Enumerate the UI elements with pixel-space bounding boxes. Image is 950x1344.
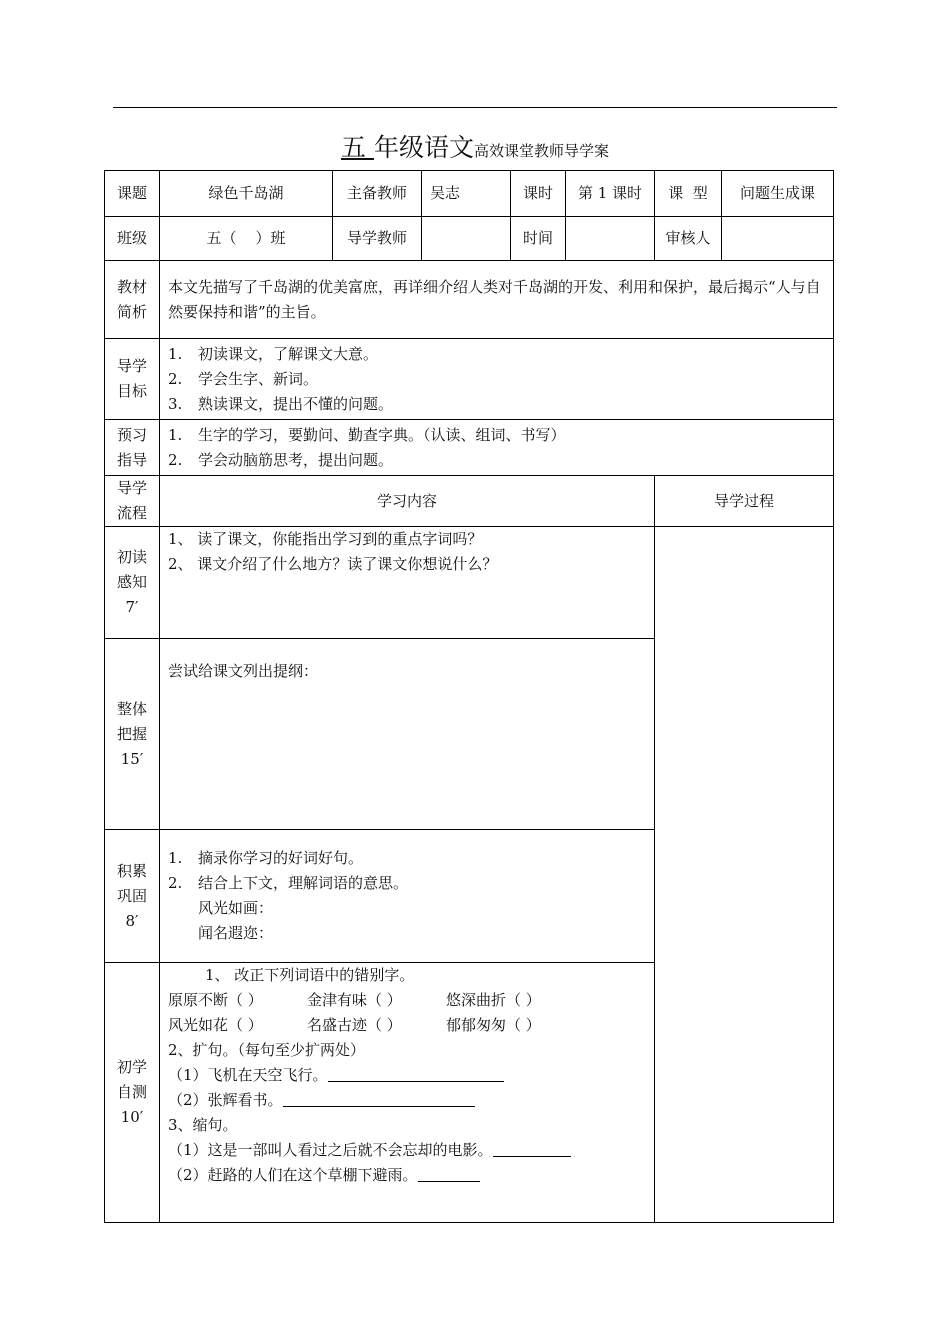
- analysis-label: 教材 简析: [105, 261, 160, 339]
- page-title: [0, 128, 950, 164]
- lead-teacher-value: 吴志: [422, 171, 511, 217]
- lead-teacher-label: 主备教师: [333, 171, 422, 217]
- period-value: 第 1 课时: [566, 171, 655, 217]
- preview-item: 2. 学会动脑筋思考，提出问题。: [168, 450, 394, 469]
- content-header: 学习内容: [160, 476, 655, 527]
- answer-blank[interactable]: [283, 1090, 475, 1107]
- goals-list: [160, 339, 834, 420]
- goals-label: 导学 目标: [105, 339, 160, 420]
- analysis-text: 本文先描写了千岛湖的优美富庶，再详细介绍人类对千岛湖的开发、利用和保护，最后揭示“人与自然要保持和谐”的主旨。: [160, 261, 834, 339]
- class-label: 班级: [105, 217, 160, 261]
- reviewer-label: 审核人: [655, 217, 722, 261]
- title-doc-type: 高效课堂教师导学案: [473, 142, 609, 160]
- shrink-item-2: （2）赶路的人们在这个草棚下避雨。: [168, 1163, 654, 1188]
- stage-1-content: 1、 读了课文，你能指出学习到的重点字词吗？ 2、 课文介绍了什么地方？读了课文你想说什么？: [160, 527, 655, 639]
- expand-item-2: （2）张辉看书。: [168, 1088, 654, 1113]
- preview-label: 预习 指导: [105, 420, 160, 476]
- guide-teacher-label: 导学教师: [333, 217, 422, 261]
- process-header: 导学过程: [655, 476, 834, 527]
- typo-row-2: 风光如花（ ） 名盛古迹（ ） 郁郁匆匆（ ）: [168, 1016, 541, 1034]
- type-label: 课 型: [655, 171, 722, 217]
- goals-row: [105, 339, 834, 420]
- title-subject: 年级语文: [373, 133, 474, 162]
- answer-blank[interactable]: [328, 1065, 504, 1082]
- flow-label: 导学 流程: [105, 476, 160, 527]
- expand-item-1: （1）飞机在天空飞行。: [168, 1063, 654, 1088]
- topic-value: 绿色千岛湖: [160, 171, 333, 217]
- time-label: 时间: [511, 217, 566, 261]
- stage-1-label: 初读 感知 7′: [105, 527, 160, 639]
- goal-item: 1. 初读课文，了解课文大意。: [168, 344, 379, 363]
- guide-process-column: [655, 527, 834, 1223]
- stage-2-label: 整体 把握 15′: [105, 639, 160, 830]
- info-row-2: [105, 217, 834, 261]
- topic-label: 课题: [105, 171, 160, 217]
- goal-item: 3. 熟读课文，提出不懂的问题。: [168, 394, 394, 413]
- reviewer-value: [722, 217, 834, 261]
- stage-4-content: 1、 改正下列词语中的错别字。 原原不断（ ） 金津有味（ ） 悠深曲折（ ） 风光如花（ ） 名盛古迹（ ） 郁郁匆匆（ ） 2、扩句。（每句至少扩两处） （1）飞机在天空飞行。 （2）张辉看书。 3、缩句。 （1）这是一部叫人看过之后就不会忘却的电影。 （2）赶路的人们在这个草棚下避雨。: [160, 963, 655, 1223]
- stage-1-row: [105, 527, 834, 639]
- preview-list: [160, 420, 834, 476]
- info-row-1: [105, 171, 834, 217]
- flow-header-row: [105, 476, 834, 527]
- guide-teacher-value: [422, 217, 511, 261]
- answer-blank[interactable]: [418, 1165, 480, 1182]
- type-value: 问题生成课: [722, 171, 834, 217]
- period-label: 课时: [511, 171, 566, 217]
- class-value: 五（ ）班: [160, 217, 333, 261]
- analysis-row: [105, 261, 834, 339]
- preview-item: 1. 生字的学习，要勤问、勤查字典。（认读、组词、书写）: [168, 425, 566, 444]
- title-grade: 五: [341, 133, 374, 162]
- stage-4-label: 初学 自测 10′: [105, 963, 160, 1223]
- typo-row-1: 原原不断（ ） 金津有味（ ） 悠深曲折（ ）: [168, 991, 541, 1009]
- stage-2-content: 尝试给课文列出提纲：: [160, 639, 655, 830]
- time-value: [566, 217, 655, 261]
- accumulate-item: 1. 摘录你学习的好词好句。: [168, 849, 364, 867]
- stage-3-label: 积累 巩固 8′: [105, 830, 160, 963]
- goal-item: 2. 学会生字、新词。: [168, 369, 319, 388]
- header-rule: [113, 107, 837, 108]
- preview-row: [105, 420, 834, 476]
- lesson-plan-table: [104, 170, 834, 1223]
- accumulate-item: 2. 结合上下文，理解词语的意思。: [168, 874, 409, 892]
- answer-blank[interactable]: [493, 1140, 571, 1157]
- shrink-item-1: （1）这是一部叫人看过之后就不会忘却的电影。: [168, 1138, 654, 1163]
- stage-3-content: 1. 摘录你学习的好词好句。 2. 结合上下文，理解词语的意思。 风光如画： 闻名遐迩：: [160, 830, 655, 963]
